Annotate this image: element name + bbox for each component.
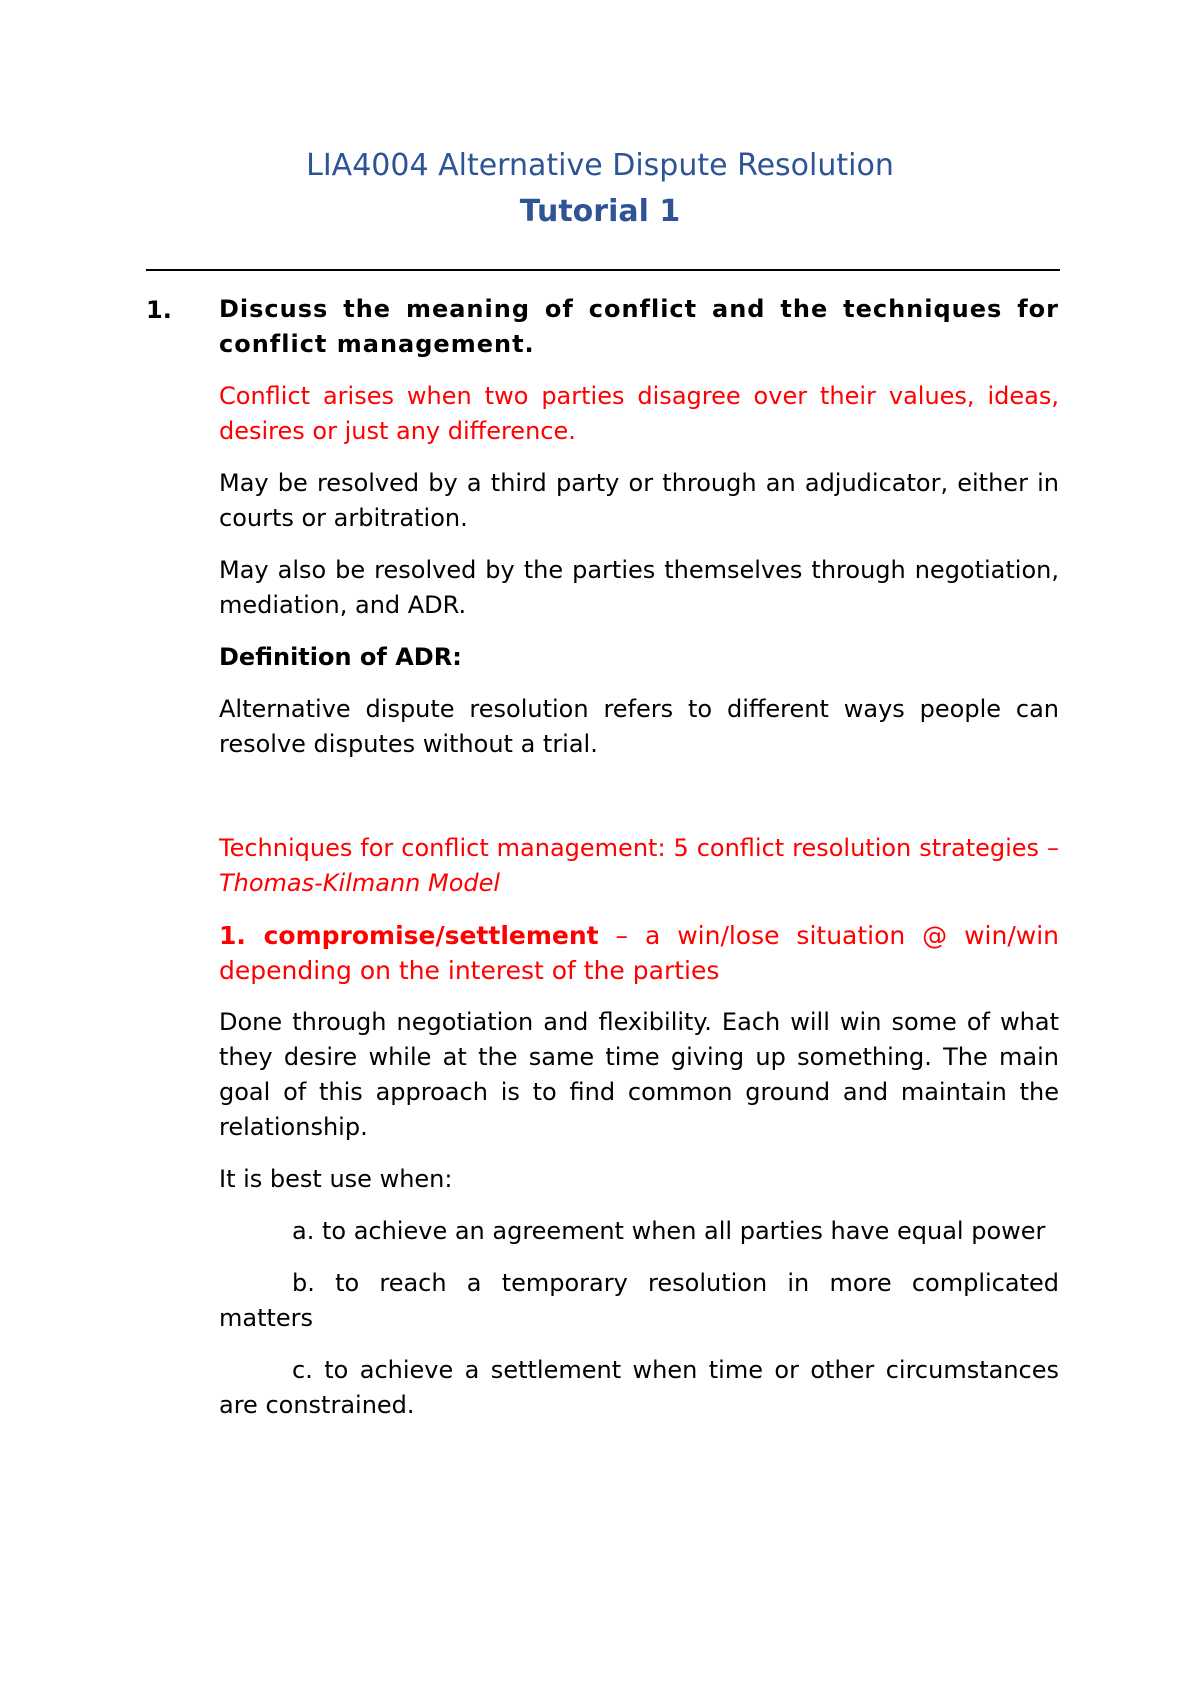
best-use-item-a: a. to achieve an agreement when all parties have equal power [292,1217,1046,1245]
blank-line [219,779,1059,831]
strategy-title: 1. compromise/settlement [219,921,599,950]
parties-themselves-paragraph: May also be resolved by the parties themselves through negotiation, mediation, and ADR. [219,556,1059,619]
strategy-heading [219,918,1059,988]
best-use-intro: It is best use when: [219,1165,453,1193]
question-content [219,292,1059,1440]
question-number: 1. [146,296,172,324]
best-use-item-b: b. to reach a temporary resolution in more complicated matters [219,1269,1059,1332]
question-text: Discuss the meaning of conflict and the techniques for conflict management. [219,295,1059,358]
header-divider [146,269,1060,271]
tutorial-title: Tutorial 1 [519,194,681,229]
conflict-definition: Conflict arises when two parties disagree over their values, ideas, desires or just any difference. [219,382,1059,445]
best-use-item-c: c. to achieve a settlement when time or other circumstances are constrained. [219,1356,1059,1419]
techniques-paragraph [219,831,1059,901]
adr-heading: Definition of ADR: [219,643,462,671]
course-title: LIA4004 Alternative Dispute Resolution [306,148,894,183]
techniques-lead: Techniques for conflict management: 5 conflict resolution strategies – [219,834,1059,862]
strategy-description: – a win/lose situation @ win/win depending on the interest of the parties [219,921,1059,985]
techniques-model: Thomas-Kilmann Model [219,869,501,897]
third-party-paragraph: May be resolved by a third party or through an adjudicator, either in courts or arbitration. [219,469,1059,532]
strategy-explanation: Done through negotiation and flexibility. Each will win some of what they desire while at the same time giving up something. The main goal of this approach is to find common ground and maintain the relationship. [219,1008,1059,1141]
adr-definition: Alternative dispute resolution refers to different ways people can resolve disputes without a trial. [219,695,1059,758]
